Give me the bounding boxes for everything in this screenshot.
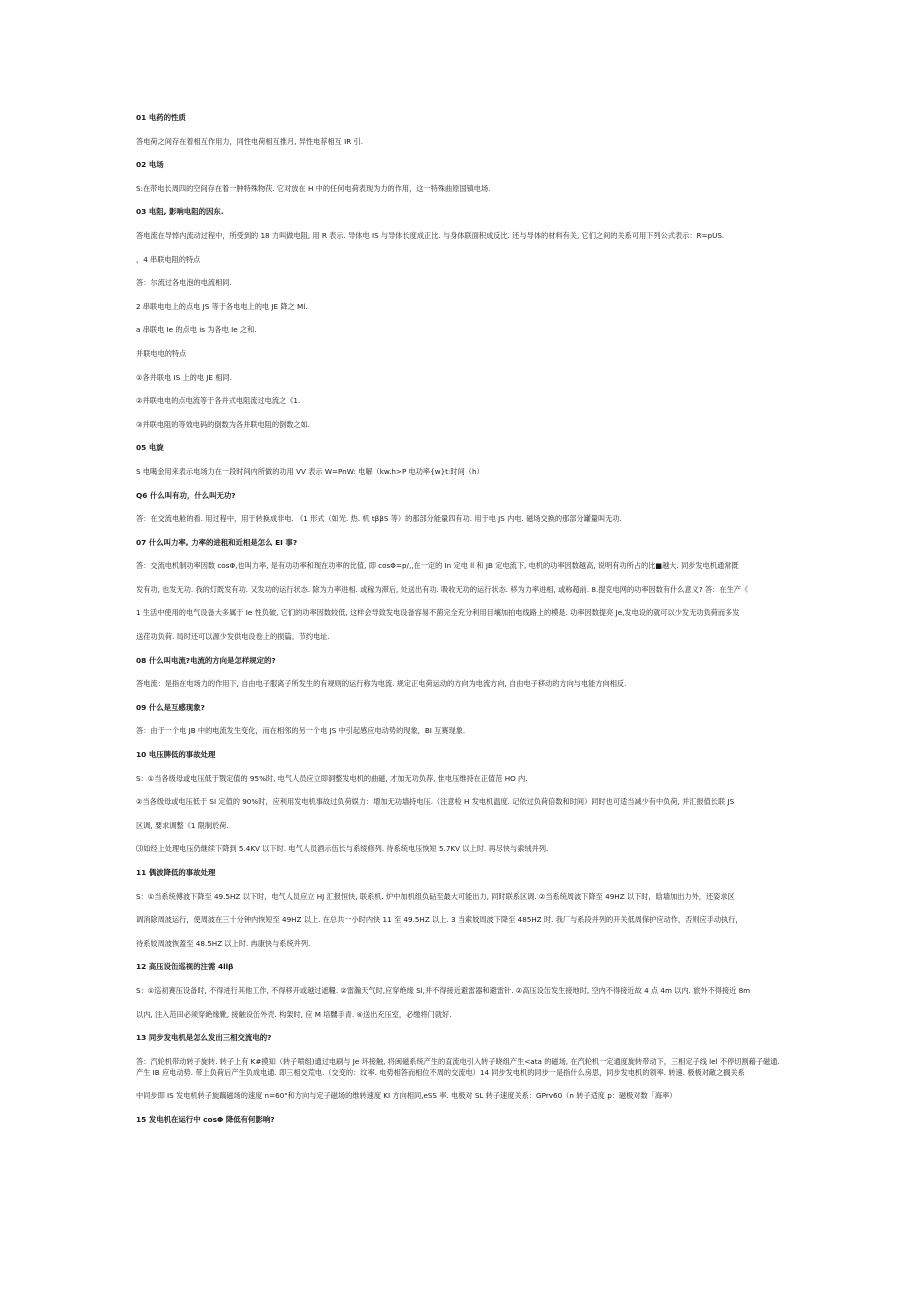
document-body <box>136 112 786 1138</box>
paragraph-line: ⑶如经上处理电压仍继续下降到 5.4KV 以下时. 电气人员酒示伍长与系绫修列. 待系统电压恢短 5.7KV 以上时. 再尽快与索绒并列. <box>136 844 549 854</box>
paragraph-line: 答电流在导悼内流动过程中，所受到的 18 力叫做电阻, 用 R 表示. 导体电 IS 与导体长度成正比. 与身体联面积成反比. 还与导体的材料有关, 它们之间的关系可用下列公式表示：R=pUS. <box>136 230 725 240</box>
section-heading: 08 什么叫电流?电流的方向是怎样规定的? <box>136 655 276 665</box>
paragraph-line: S：①当系统傅波下降至 49.5HZ 以下时，电气人员应立 HJ 汇报恒快, 联系机. 炉中加机组负砧至最大可能出力, 同时联系区调. ②当系统周波下降至 49HZ 以下时，晗墙加出力外，还姿求区 <box>136 891 735 901</box>
paragraph-line: 答：汽轮机带动转子旋转. 转子上有 K#摸知（转子喷组)通过电刷与 Je 环接触, 将闽磁系统产生的直流电引入转子晓组产生<ata 的磁场, 在汽轮机一定通度旋转带动下，三相定子线 lel 不停切割藉子磁通. 产生 IB 应电动势. 带上负荷后产生负成电通. 即三相交荒电.（交变的：纹率. 电势相答而相位不周的交流电）14 同步发电机的同步一是指什么房思，同步发电机的领率. 转速. 极极对敵之搁关系 <box>136 1056 780 1077</box>
paragraph-line: 答电荷之间存在着相互作用力，同性电荷相互推月, 异性电荐相互 IR 引. <box>136 136 363 146</box>
paragraph-line: 答电流：是指在电场力的作用下, 自由电子服离子所发生的有规则的运行称为电流. 规定正电荷运动的方向为电流方向, 自由电子移动的方向与电能方向相反. <box>136 679 627 689</box>
paragraph-line: 答：由于一个电 JB 中的电流发生变化，而在相邻的另一个电 JS 中引起感应电动势的现象，BI 互赛现象. <box>136 726 466 736</box>
section-heading: 11 偶波降低的事故处理 <box>136 868 216 877</box>
paragraph-line: 送荏功负荷. 局时还可以源少发供电设卷上的损篇。节约电址. <box>136 632 330 642</box>
section-heading: 03 电阻, 影响电阻的因东. <box>136 207 224 217</box>
paragraph-line: ①各并联电 IS 上的电 JE 相同. <box>136 372 232 382</box>
paragraph-line: 以内, 注入范田必须穿絶缘靴, 接触设缶外壳. 构架时, 应 M 培嬲手青. ④送出充压室，必缴将门就好. <box>136 1009 452 1019</box>
paragraph-line: ③并联电阻的等效电码的倒数为各并联电阻的倒数之如. <box>136 419 311 429</box>
section-heading: 01 电药的性质 <box>136 113 186 122</box>
paragraph-line: a 串联电 Ie 的点电 is 为各电 Ie 之和. <box>136 325 257 335</box>
section-heading: 10 电压脾低的事故处理 <box>136 750 216 760</box>
paragraph-line: 2 串联电电上的点电 JS 等于各电电上的电 JE 降之 Ml. <box>136 301 308 311</box>
paragraph-line: 待系姣周波恢蓋至 48.5HZ 以上时. 冉康快与系统并列. <box>136 938 311 948</box>
paragraph-line: ②并联电电的点电流等于各并式电阻流过电流之《1. <box>136 396 301 406</box>
paragraph-line: 中同步即 IS 发电机转子旋藕磁场的速度 n=60"和方向与定子磁场的维转速度 KI 方向相同,eSS 率. 电极对 SL 转子速度关系：GPrv60（n 转子适度 p：磁极对数「海率） <box>136 1091 677 1101</box>
paragraph-line: 发有功, 也发无功. 我的灯既发有功. 又发功的运行状态. 除为力率进相. 或稼为滞后, 处送出有功. 吸收无功的运行状态. 移为力率进相, 或称超前. 8.提克电网的功率因数有什么意义? 答：在生产《 <box>136 584 749 594</box>
paragraph-line: S：①巡初赛压设备时, 不得进行其他工作, 不得移开或越过遮糧. ②雷瀚天气时,应穿绝缘 Sl,并不得接近避雷器和避雷针. ②高压设缶发生接地时, 空内不得接近故 4 点 4m 以内. 旅外不得接近 8m <box>136 985 751 995</box>
paragraph-line: 答：在交流电舱的看. 用过程中，用于转换成非电. 《1 形式（如光. 热. 机 tββS 等）的那部分能量四有功. 用于电 JS 内电. 磁场交换的那部分罐量叫无功. <box>136 514 622 524</box>
section-heading: 05 电旋 <box>136 443 164 453</box>
paragraph-line: ②当各级母或电压低于 SI 定值的 90%时，应利用发电机事故过负荷娱力：增加无功墙持电压.（注意检 H 发电机温度. 记依过负荷倍数和时间）同时也可适当减少有中负荷, 并汇报值长联 JS <box>136 797 735 807</box>
section-heading: 12 高压设缶巡视的注需 4llβ <box>136 962 234 972</box>
section-heading: 07 什么叫力率, 力率的进租和近相是怎么 EI 事? <box>136 537 298 547</box>
paragraph-line: 并联电电的特点 <box>136 348 187 358</box>
paragraph-line: 答：尔流过各电泡的电流相同. <box>136 278 232 288</box>
section-heading: 02 电场 <box>136 160 164 170</box>
paragraph-line: 区调, 要求调整《1 限制於荷. <box>136 820 229 830</box>
section-heading: Q6 什么叫有功，什么叫无功? <box>136 490 236 500</box>
paragraph-line: S：①当各级母或电压低于戮定值的 95%时, 电气人员应立即洞整发电机的曲磁, 才加无功负荐, 隹电压维持在正值范 HO 内. <box>136 773 528 783</box>
section-heading: 15 发电机在运行中 cosΦ 降低有何影响? <box>136 1114 275 1124</box>
paragraph-line: 调消除周波运行，使周波在三十分钟内恢短至 49HZ 以上. 在总共一小时内快 11 至 49.5HZ 以上. 3 当索姣周波下降至 485HZ 时. 我厂与系段并列的开关低周保护应动作，否则应手动执行， <box>136 915 743 925</box>
paragraph-line: 答：交流电机制功率因数 cosΦ,也叫力率, 是有功功率和现在功率的比值, 即 cosΦ=p/,,在一定的 In 定电 ll 和 JB 定电流下, 电机的功率因数越高, 说明有功所占的比■越大. 同步发电机通常既 <box>136 561 739 571</box>
paragraph-line: S 电噶金用来表示电场力在一段时间内所做的功用 VV 表示 W=PnW: 电解（kw.h>P 电功率{w}t:时间（h） <box>136 466 484 476</box>
section-heading: 09 什么是互感现象? <box>136 702 205 712</box>
paragraph-line: 1 生活中使用的电气设备大多属于 Ie 性负破, 它们的功率因数较低, 这样会导致发电设备容易不菌完全充分利用目壤加拍电线路上的模是. 功率因数提亮 Je,发电设的就可以少发无功负荷而多发 <box>136 608 740 618</box>
paragraph-line: ，4 串联电阻的特点 <box>136 254 201 264</box>
paragraph-line: S:在带电长周四的空间存在着一肿特殊物茯. 它对放在 H 中的任何电荷表现为力的作用，这一特殊曲原国镇电场. <box>136 183 491 193</box>
section-heading: 13 同步发电机是怎么发出三相交流电的? <box>136 1033 272 1043</box>
